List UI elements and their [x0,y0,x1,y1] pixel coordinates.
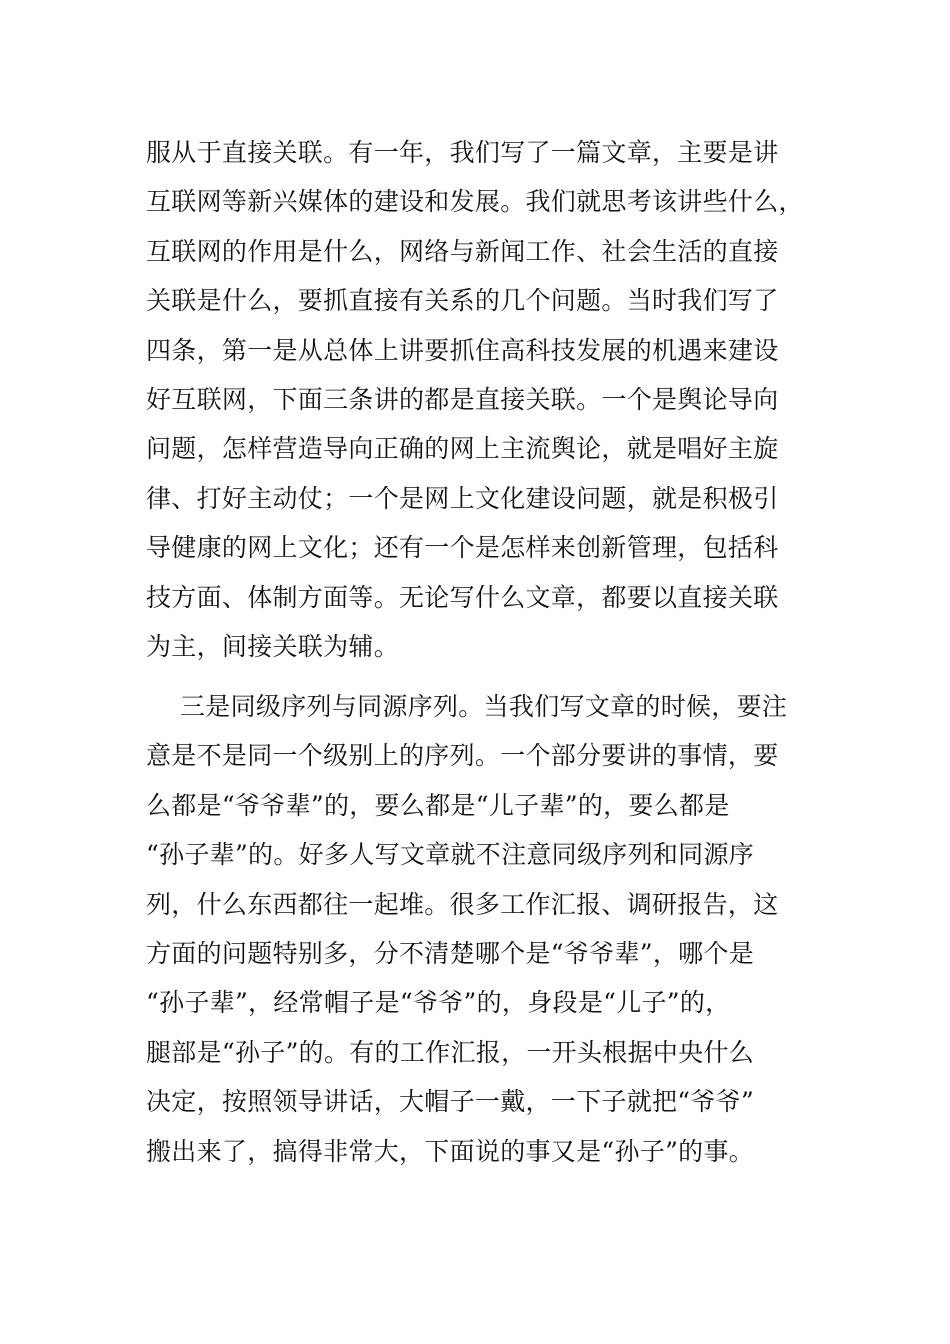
paragraph-1-line: 技方面、体制方面等。无论写什么文章，都要以直接关联 [146,582,779,612]
paragraph-2-line: 决定，按照领导讲话，大帽子一戴，一下子就把“爷爷” [146,1087,755,1117]
paragraph-1-line: 好互联网，下面三条讲的都是直接关联。一个是舆论导向 [146,384,779,414]
paragraph-2-line: “孙子辈”的。好多人写文章就不注意同级序列和同源序 [146,840,755,870]
paragraph-1 [146,128,806,671]
paragraph-2-line: 方面的问题特别多，分不清楚哪个是“爷爷辈”，哪个是 [146,938,755,968]
paragraph-2-line: 三是同级序列与同源序列。当我们写文章的时候，要注 [180,692,788,721]
paragraph-2-line: 腿部是“孙子”的。有的工作汇报，一开头根据中央什么 [146,1037,755,1067]
paragraph-2-line: 列，什么东西都往一起堆。很多工作汇报、调研报告，这 [146,889,779,919]
paragraph-1-line: 为主，间接关联为辅。 [146,631,400,661]
paragraph-1-line: 服从于直接关联。有一年，我们写了一篇文章，主要是讲 [146,138,779,167]
paragraph-2 [146,682,806,1176]
paragraph-1-line: 四条，第一是从总体上讲要抓住高科技发展的机遇来建设 [146,335,779,365]
paragraph-1-line: 律、打好主动仗；一个是网上文化建设问题，就是积极引 [146,483,779,513]
paragraph-2-line: “孙子辈”，经常帽子是“爷爷”的，身段是“儿子”的， [146,988,731,1018]
paragraph-2-line: 搬出来了，搞得非常大，下面说的事又是“孙子”的事。 [146,1136,755,1166]
paragraph-2-line: 么都是“爷爷辈”的，要么都是“儿子辈”的，要么都是 [146,790,730,820]
paragraph-1-line: 互联网的作用是什么，网络与新闻工作、社会生活的直接 [146,236,779,266]
paragraph-1-line: 互联网等新兴媒体的建设和发展。我们就思考该讲些什么， [146,187,804,217]
paragraph-2-line: 意是不是同一个级别上的序列。一个部分要讲的事情，要 [146,741,779,771]
paragraph-1-line: 问题，怎样营造导向正确的网上主流舆论，就是唱好主旋 [146,434,779,464]
paragraph-1-line: 关联是什么，要抓直接有关系的几个问题。当时我们写了 [146,286,779,316]
paragraph-1-line: 导健康的网上文化；还有一个是怎样来创新管理，包括科 [146,533,779,563]
